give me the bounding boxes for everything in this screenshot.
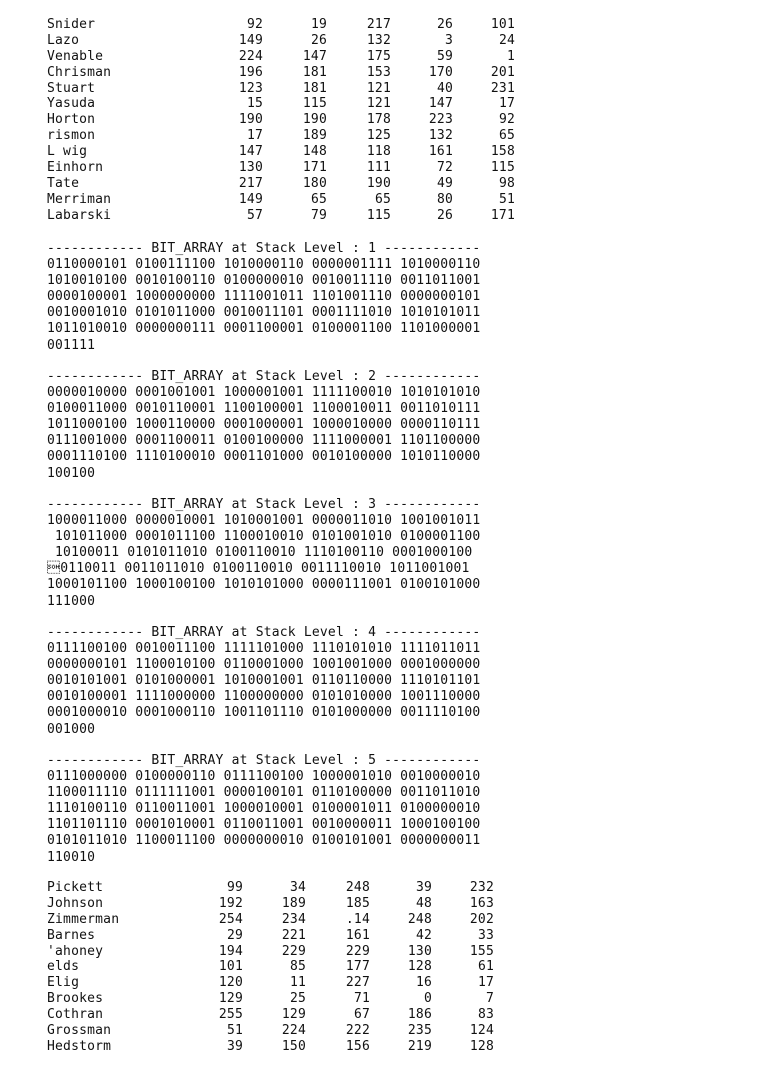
row-name: Stuart [47,80,96,96]
row-value: 0 [423,991,432,1007]
bit-line: 0110011 0011011010 0100110010 0011110010 1011001001 [47,561,470,577]
row-value: 111 [366,160,391,176]
row-value: 170 [428,64,453,80]
bit-line: 10100011 0101011010 0100110010 1110100110 0001000100 [47,545,473,561]
row-value: 130 [407,943,432,959]
row-name: Brookes [47,991,104,1007]
row-value: 124 [469,1023,494,1039]
bit-line: 0000000101 1100010100 0110001000 1001001000 0001000000 [47,657,481,673]
bit-array-header: ------------ BIT_ARRAY at Stack Level : 3 ------------ [47,497,481,512]
bit-line: 101011000 0001011100 1100010010 0101001010 0100001100 [47,529,481,545]
bit-line: 0000010000 0001001001 1000001001 1111100010 1010101010 [47,385,481,401]
row-value: 79 [310,207,327,223]
row-name: Snider [47,17,96,32]
row-value: 232 [469,880,494,895]
row-value: 186 [407,1007,432,1023]
row-name: Grossman [47,1023,112,1039]
row-name: rismon [47,128,96,144]
row-value: 147 [302,48,327,64]
bit-array-header: ------------ BIT_ARRAY at Stack Level : 1 ------------ [47,241,481,256]
row-value: 128 [469,1038,494,1054]
row-value: 229 [281,943,306,959]
row-value: 1 [506,48,515,64]
row-value: 98 [498,175,515,191]
row-value: 149 [238,32,263,48]
bit-line: 0100011000 0010110001 1100100001 1100010011 0011010111 [47,401,481,417]
row-value: 17 [477,975,494,991]
row-name: Venable [47,48,104,64]
row-value: 101 [218,959,243,975]
row-value: 190 [238,112,263,128]
bit-line: 1100011110 0111111001 0000100101 0110100000 0011011010 [47,785,481,801]
row-value: 80 [436,191,453,207]
row-value: 85 [289,959,306,975]
row-name: Chrisman [47,64,112,80]
row-value: 224 [281,1023,306,1039]
row-value: 180 [302,175,327,191]
row-value: 150 [281,1038,306,1054]
bit-line: 0111100100 0010011100 1111101000 1110101010 1111011011 [47,641,481,657]
bit-line: 001111 [47,337,96,353]
row-value: 59 [436,48,453,64]
bit-line: 001000 [47,721,96,737]
row-name: Tate [47,175,80,191]
row-value: 25 [289,991,306,1007]
bit-line: 0010100001 1111000000 1100000000 0101010000 1001110000 [47,689,481,705]
row-value: 158 [490,144,515,160]
row-value: 118 [366,144,391,160]
row-value: 128 [407,959,432,975]
row-value: 254 [218,911,243,927]
bit-line: 0000100001 1000000000 1111001011 1101001110 0000000101 [47,289,481,305]
row-value: 192 [218,895,243,911]
row-value: 190 [366,175,391,191]
row-value: 26 [436,207,453,223]
row-value: 39 [415,880,432,895]
row-value: 57 [246,207,263,223]
row-name: Johnson [47,895,104,911]
row-value: 11 [289,975,306,991]
row-value: 67 [353,1007,370,1023]
row-value: .14 [345,911,370,927]
row-value: 155 [469,943,494,959]
row-value: 171 [302,160,327,176]
row-value: 51 [498,191,515,207]
row-value: 61 [477,959,494,975]
bit-line: 0001000010 0001000110 1001101110 0101000000 0011110100 [47,705,481,721]
row-value: 115 [490,160,515,176]
bit-array-level-1 [47,241,480,354]
row-value: 190 [302,112,327,128]
bit-line: 1011010010 0000000111 0001100001 0100001100 1101000001 [47,321,481,337]
row-value: 51 [226,1023,243,1039]
row-value: 181 [302,64,327,80]
row-value: 161 [345,927,370,943]
bit-line: 0001110100 1110100010 0001101000 0010100000 1010110000 [47,449,481,465]
row-value: 49 [436,175,453,191]
row-value: 153 [366,64,391,80]
row-value: 15 [246,96,263,112]
row-value: 175 [366,48,391,64]
bit-line: 1011000100 1000110000 0001000001 1000010000 0000110111 [47,417,481,433]
row-value: 34 [289,880,306,895]
row-value: 229 [345,943,370,959]
row-value: 147 [428,96,453,112]
row-value: 42 [415,927,432,943]
bit-array-level-5 [47,753,480,866]
bit-line: 1110100110 0110011001 1000010001 0100001011 0100000010 [47,801,481,817]
bit-line: 0110000101 0100111100 1010000110 0000001111 1010000110 [47,257,481,273]
row-value: 224 [238,48,263,64]
row-value: 26 [436,17,453,32]
row-value: 101 [490,17,515,32]
row-value: 125 [366,128,391,144]
row-name: Yasuda [47,96,96,112]
row-value: 178 [366,112,391,128]
row-value: 24 [498,32,515,48]
bit-line: 1000101100 1000100100 1010101000 0000111001 0100101000 [47,577,481,593]
row-name: Elig [47,975,80,991]
row-value: 3 [444,32,453,48]
row-value: 201 [490,64,515,80]
bit-line: 0010101001 0101000001 1010001001 0110110000 1110101101 [47,673,481,689]
bit-line: 110010 [47,849,96,865]
row-value: 17 [246,128,263,144]
row-value: 148 [302,144,327,160]
row-value: 161 [428,144,453,160]
bit-line: 1101101110 0001010001 0110011001 0010000011 1000100100 [47,817,481,833]
row-value: 149 [238,191,263,207]
row-name: 'ahoney [47,943,104,959]
row-name: Zimmerman [47,911,120,927]
row-name: L wig [47,144,88,160]
bit-line: 0101011010 1100011100 0000000010 0100101001 0000000011 [47,833,481,849]
row-value: 235 [407,1023,432,1039]
row-value: 177 [345,959,370,975]
row-value: 219 [407,1038,432,1054]
row-value: 255 [218,1007,243,1023]
row-value: 156 [345,1038,370,1054]
row-value: 72 [436,160,453,176]
bit-array-header: ------------ BIT_ARRAY at Stack Level : 2 ------------ [47,369,481,384]
row-value: 222 [345,1023,370,1039]
row-value: 223 [428,112,453,128]
row-value: 147 [238,144,263,160]
row-value: 26 [310,32,327,48]
row-value: 65 [310,191,327,207]
row-name: elds [47,959,80,975]
row-value: 132 [428,128,453,144]
row-name: Einhorn [47,160,104,176]
row-value: 248 [407,911,432,927]
row-value: 99 [226,880,243,895]
row-value: 231 [490,80,515,96]
row-value: 194 [218,943,243,959]
row-name: Hedstorm [47,1038,112,1054]
row-name: Barnes [47,927,96,943]
row-value: 196 [238,64,263,80]
row-value: 248 [345,880,370,895]
row-value: 123 [238,80,263,96]
row-value: 227 [345,975,370,991]
row-value: 7 [485,991,494,1007]
bit-line: 0111000000 0100000110 0111100100 1000001010 0010000010 [47,769,481,785]
bit-array-level-3 [47,497,480,610]
row-value: 130 [238,160,263,176]
bit-line: 111000 [47,593,96,609]
bit-array-header: ------------ BIT_ARRAY at Stack Level : 5 ------------ [47,753,481,768]
row-value: 217 [366,17,391,32]
row-value: 189 [302,128,327,144]
row-value: 234 [281,911,306,927]
row-name: Pickett [47,880,104,895]
row-value: 115 [302,96,327,112]
row-value: 48 [415,895,432,911]
row-value: 181 [302,80,327,96]
bit-line: 100100 [47,465,96,481]
bit-array-level-4 [47,625,480,738]
row-name: Merriman [47,191,112,207]
row-value: 121 [366,80,391,96]
bit-line: 0111001000 0001100011 0100100000 1111000001 1101100000 [47,433,481,449]
row-name: Lazo [47,32,80,48]
bit-line: 1000011000 0000010001 1010001001 0000011010 1001001011 [47,513,481,529]
row-value: 189 [281,895,306,911]
row-value: 132 [366,32,391,48]
row-value: 40 [436,80,453,96]
row-value: 92 [246,17,263,32]
row-value: 185 [345,895,370,911]
row-name: Horton [47,112,96,128]
row-value: 83 [477,1007,494,1023]
row-value: 33 [477,927,494,943]
row-value: 120 [218,975,243,991]
row-name: Labarski [47,207,112,223]
row-value: 163 [469,895,494,911]
row-value: 65 [374,191,391,207]
bit-array-header: ------------ BIT_ARRAY at Stack Level : 4 ------------ [47,625,481,640]
bit-line: 0010001010 0101011000 0010011101 0001111010 1010101011 [47,305,481,321]
row-name: Cothran [47,1007,104,1023]
row-value: 121 [366,96,391,112]
row-value: 221 [281,927,306,943]
row-value: 171 [490,207,515,223]
row-value: 16 [415,975,432,991]
row-value: 17 [498,96,515,112]
row-value: 71 [353,991,370,1007]
row-value: 202 [469,911,494,927]
bit-line: 1010010100 0010100110 0100000010 0010011110 0011011001 [47,273,481,289]
row-value: 65 [498,128,515,144]
row-value: 115 [366,207,391,223]
bit-array-level-2 [47,369,480,482]
row-value: 129 [281,1007,306,1023]
row-value: 19 [310,17,327,32]
row-value: 217 [238,175,263,191]
row-value: 39 [226,1038,243,1054]
row-value: 92 [498,112,515,128]
row-value: 129 [218,991,243,1007]
row-value: 29 [226,927,243,943]
